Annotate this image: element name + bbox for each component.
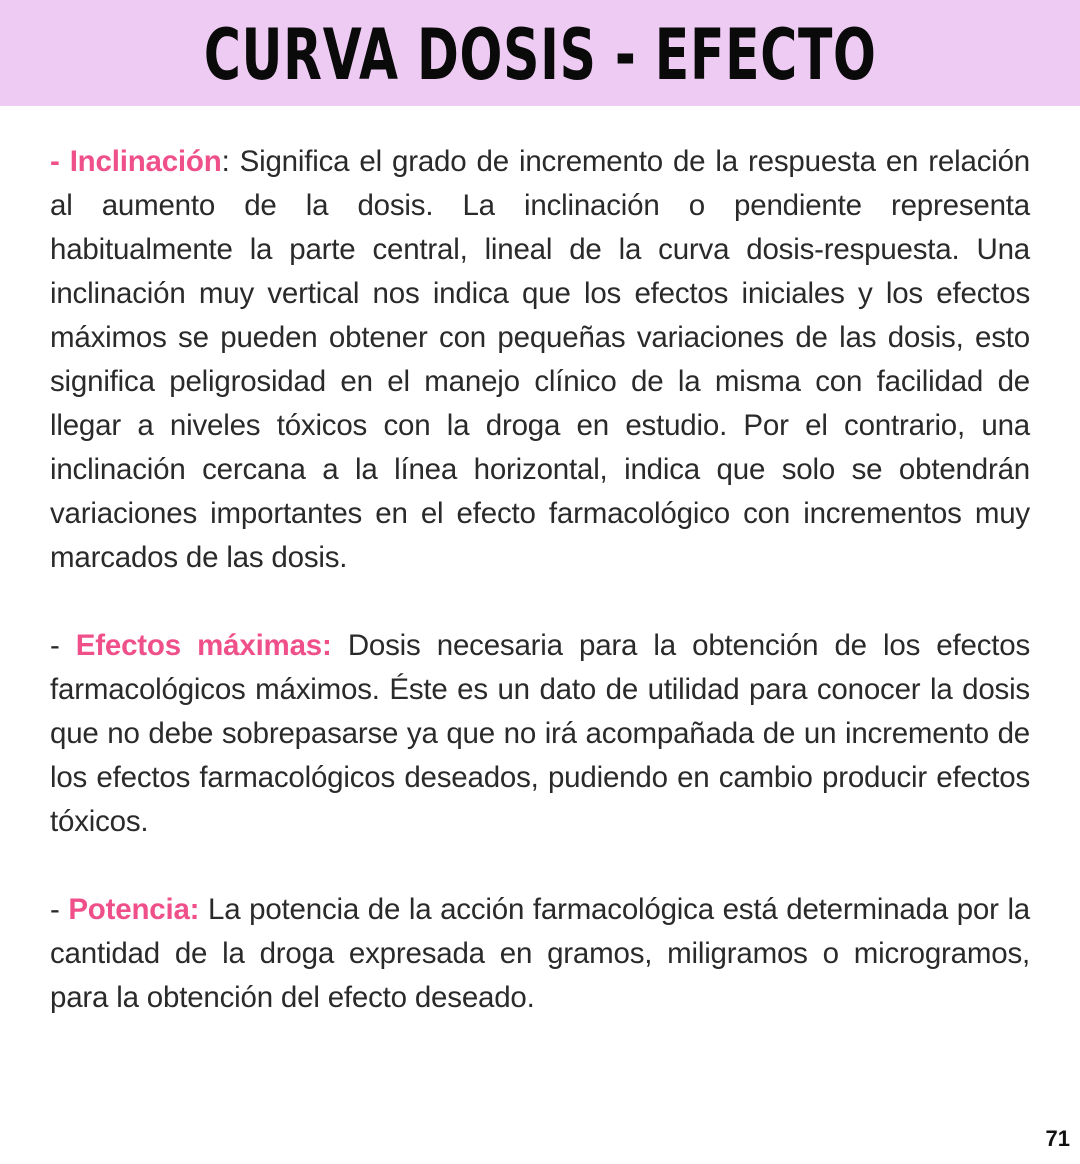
- section-efectos-maximas: [50, 624, 1030, 844]
- term-potencia: Potencia:: [68, 893, 200, 926]
- section-body: Significa el grado de incremento de la respuesta en relación al aumento de la dosis. La inclinación o pendiente representa habitualmente la parte central, lineal de la curva dosis-respuesta. Una inclinación muy vertical nos indica que los efectos iniciales y los efectos máximos se pueden obtener con pequeñas variaciones de las dosis, esto significa peligrosidad en el manejo clínico de la misma con facilidad de llegar a niveles tóxicos con la droga en estudio. Por el contrario, una inclinación cercana a la línea horizontal, indica que solo se obtendrán variaciones importantes en el efecto farmacológico con incrementos muy marcados de las dosis.: [50, 145, 1031, 574]
- page-title: CURVA DOSIS - EFECTO: [203, 14, 877, 96]
- bullet-dash: -: [50, 893, 69, 926]
- page-number: 71: [1045, 1126, 1070, 1151]
- page-header: [0, 0, 1080, 106]
- page-content: [50, 140, 1030, 1064]
- term-separator: [199, 893, 208, 926]
- section-potencia: [50, 888, 1030, 1020]
- term-separator: [332, 629, 348, 662]
- bullet-dash: -: [50, 629, 76, 662]
- section-body: Dosis necesaria para la obtención de los efectos farmacológicos máximos. Éste es un dato de utilidad para conocer la dosis que no debe sobrepasarse ya que no irá acompañada de un incremento de los efectos farmacológicos deseados, pudiendo en cambio producir efectos tóxicos.: [50, 629, 1031, 838]
- term-inclinacion: Inclinación: [69, 145, 222, 178]
- bullet-dash: -: [50, 145, 70, 178]
- term-efectos-maximas: Efectos máximas:: [75, 629, 332, 662]
- term-separator: :: [221, 145, 240, 178]
- section-inclinacion: [50, 140, 1030, 580]
- section-body: La potencia de la acción farmacológica está determinada por la cantidad de la droga expresada en gramos, miligramos o microgramos, para la obtención del efecto deseado.: [50, 893, 1031, 1014]
